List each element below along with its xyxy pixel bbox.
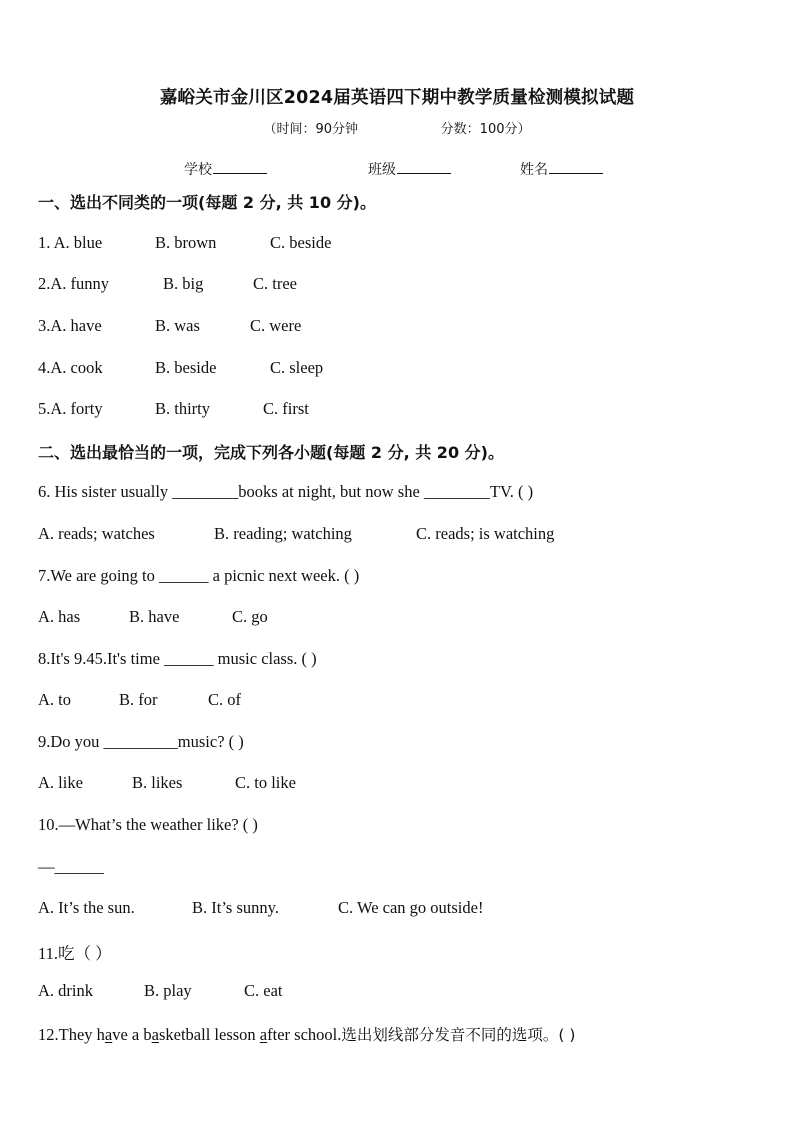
question-8-text-a: 8.It's 9.45.It's time (38, 649, 165, 668)
question-2-opt-a: 2.A. funny (38, 274, 110, 293)
question-9-text-a: 9.Do you (38, 732, 104, 751)
question-6-text-b: books at night, but now she (238, 482, 424, 501)
section-1-heading: 一、选出不同类的一项(每题 2 分, 共 10 分)。 (38, 193, 376, 212)
question-1-opt-c: C. beside (270, 233, 332, 252)
question-1-opt-a: 1. A. blue (38, 233, 103, 252)
question-12-underlined-1: a (104, 1025, 113, 1044)
question-6-opt-a: A. reads; watches (38, 524, 155, 543)
question-2-opt-c: C. tree (253, 274, 297, 293)
question-11-stem: 11.吃（ ） (38, 944, 112, 963)
question-7-opt-a: A. has (38, 607, 81, 626)
class-label: 班级 (368, 162, 396, 178)
question-3-opt-a: 3.A. have (38, 316, 102, 335)
page-title: 嘉峪关市金川区2024届英语四下期中教学质量检测模拟试题 (159, 88, 635, 108)
question-7-stem (38, 566, 359, 586)
question-2 (38, 274, 297, 294)
question-9-stem (38, 732, 244, 752)
question-11-opt-a: A. drink (38, 981, 93, 1000)
question-8-opt-b: B. for (119, 690, 158, 709)
question-7-opt-c: C. go (232, 607, 268, 626)
question-10-opt-c: C. We can go outside! (338, 898, 484, 917)
question-4-opt-a: 4.A. cook (38, 358, 103, 377)
question-10-opt-b: B. It’s sunny. (192, 898, 279, 917)
question-12-part-3: sketball lesson (158, 1025, 260, 1044)
question-12-part-2: ve a b (112, 1025, 152, 1044)
question-5 (38, 399, 309, 419)
question-6-opt-b: B. reading; watching (214, 524, 352, 543)
question-9-text-b: music? ( ) (177, 732, 244, 751)
question-3-opt-c: C. were (250, 316, 302, 335)
question-4-opt-c: C. sleep (270, 358, 324, 377)
question-9-blank[interactable]: _________ (103, 732, 178, 751)
question-12-part-4: fter school. (267, 1025, 342, 1044)
question-9-opt-a: A. like (38, 773, 83, 792)
question-1 (38, 233, 332, 253)
question-6-blank-2[interactable]: ________ (423, 482, 490, 501)
question-4-opt-b: B. beside (155, 358, 217, 377)
question-8-options (38, 690, 241, 710)
question-10-dash: — (38, 857, 55, 876)
question-9-opt-b: B. likes (132, 773, 183, 792)
question-8-text-b: music class. ( ) (213, 649, 317, 668)
question-2-opt-b: B. big (163, 274, 204, 293)
question-8-stem (38, 649, 317, 669)
name-blank[interactable] (549, 159, 603, 174)
question-6-text-c: TV. ( ) (489, 482, 534, 501)
question-8-opt-a: A. to (38, 690, 71, 709)
question-6-opt-c: C. reads; is watching (416, 524, 555, 543)
question-10-stem: 10.—What’s the weather like? ( ) (38, 815, 258, 834)
question-12-underlined-3: a (259, 1025, 268, 1044)
question-6-stem (38, 482, 533, 502)
exam-time-score: （时间：90分钟 分数：100分） (263, 122, 531, 137)
question-5-opt-a: 5.A. forty (38, 399, 103, 418)
question-3 (38, 316, 302, 336)
school-label: 学校 (184, 162, 212, 178)
section-2-heading: 二、选出最恰当的一项，完成下列各小题(每题 2 分, 共 20 分)。 (38, 443, 504, 462)
question-5-opt-b: B. thirty (155, 399, 211, 418)
question-12-stem (38, 1023, 575, 1045)
question-10-opt-a: A. It’s the sun. (38, 898, 135, 917)
question-9-options (38, 773, 296, 793)
name-label: 姓名 (520, 162, 548, 178)
question-7-blank[interactable]: ______ (159, 566, 209, 585)
question-4 (38, 358, 324, 378)
question-8-opt-c: C. of (208, 690, 241, 709)
class-blank[interactable] (397, 159, 451, 174)
name-field (520, 159, 603, 179)
question-8-blank[interactable]: ______ (164, 649, 214, 668)
question-11-opt-b: B. play (144, 981, 192, 1000)
question-12-instruction: 选出划线部分发音不同的选项。( ) (341, 1026, 576, 1044)
school-blank[interactable] (213, 159, 267, 174)
question-12-underlined-2: a (151, 1025, 159, 1044)
class-field (368, 159, 451, 179)
question-6-text-a: 6. His sister usually (38, 482, 173, 501)
question-9-opt-c: C. to like (235, 773, 296, 792)
question-7-text-a: 7.We are going to (38, 566, 160, 585)
school-field (184, 159, 267, 179)
question-7-options (38, 607, 268, 627)
question-3-opt-b: B. was (155, 316, 200, 335)
question-5-opt-c: C. first (263, 399, 309, 418)
question-10-blank[interactable]: ______ (54, 857, 104, 876)
question-10-options (38, 898, 484, 918)
question-11-opt-c: C. eat (244, 981, 283, 1000)
question-12-part-1: 12.They h (38, 1025, 105, 1044)
question-10-answer (38, 857, 104, 877)
question-6-blank-1[interactable]: ________ (172, 482, 239, 501)
question-6-options (38, 524, 555, 544)
question-7-text-b: a picnic next week. ( ) (208, 566, 360, 585)
question-7-opt-b: B. have (129, 607, 180, 626)
question-1-opt-b: B. brown (155, 233, 217, 252)
question-11-options (38, 981, 283, 1001)
